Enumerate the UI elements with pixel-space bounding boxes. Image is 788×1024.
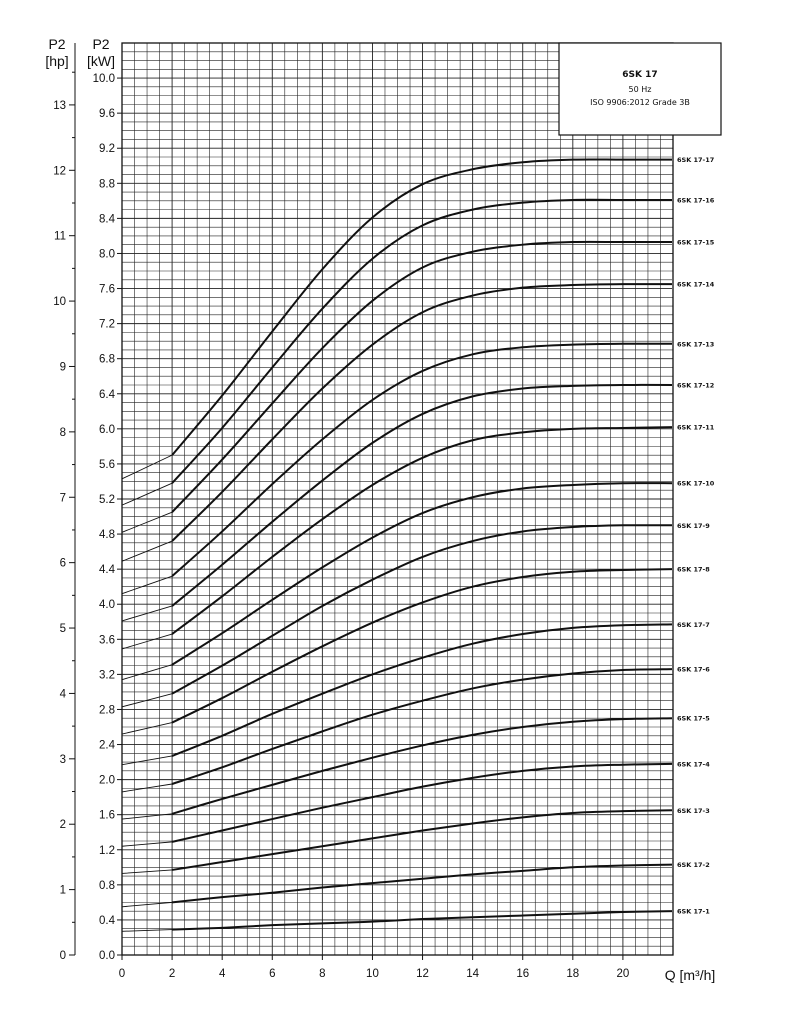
series-label-text: 6SK 17-16 [677, 196, 715, 205]
x-tick-label: 18 [566, 968, 580, 980]
series-label-6sk-17-7 [672, 618, 716, 629]
y-kw-tick-label: 3.6 [99, 634, 115, 647]
y-kw-tick-label: 8.8 [99, 178, 115, 191]
series-label-text: 6SK 17-6 [677, 665, 710, 674]
series-label-text: 6SK 17-3 [677, 806, 710, 815]
y-hp-tick-label: 4 [59, 688, 66, 701]
info-box-frequency: 50 Hz [628, 85, 652, 94]
y-hp-tick-label: 12 [53, 165, 66, 178]
series-label-6sk-17-17 [672, 154, 716, 165]
x-tick-label: 2 [168, 968, 176, 980]
y-kw-tick-label: 1.2 [99, 844, 115, 857]
x-tick-label: 14 [466, 968, 480, 980]
y-kw-tick-label: 8.4 [99, 213, 115, 226]
info-box-standard: ISO 9906:2012 Grade 3B [590, 98, 690, 107]
x-tick-label: 0 [118, 968, 126, 980]
y-left-axis-unit: [hp] [45, 53, 69, 69]
y-hp-tick-label: 0 [59, 950, 66, 962]
y-kw-tick-label: 6.4 [99, 388, 115, 401]
series-label-6sk-17-5 [672, 712, 716, 723]
series-label-6sk-17-1 [672, 905, 716, 916]
y-kw-tick-label: 5.2 [99, 494, 115, 506]
series-label-text: 6SK 17-11 [677, 423, 715, 432]
y-hp-tick-label: 3 [59, 753, 66, 766]
series-label-6sk-17-4 [672, 758, 716, 769]
y-kw-tick-label: 2.0 [99, 774, 115, 787]
y-kw-tick-label: 2.4 [99, 739, 115, 752]
series-label-text: 6SK 17-7 [677, 620, 710, 629]
y-right-axis-title: P2 [92, 36, 110, 52]
y-kw-tick-label: 1.6 [99, 809, 115, 822]
series-label-6sk-17-14 [672, 278, 716, 289]
series-label-6sk-17-15 [672, 236, 716, 247]
y-hp-tick-label: 1 [59, 884, 66, 897]
series-label-6sk-17-11 [672, 421, 716, 432]
series-label-6sk-17-8 [672, 563, 716, 574]
y-kw-tick-label: 9.2 [99, 143, 115, 156]
series-label-text: 6SK 17-9 [677, 521, 710, 530]
y-kw-tick-label: 8.0 [99, 248, 115, 261]
y-kw-tick-label: 4.8 [99, 529, 115, 542]
y-kw-tick-label: 3.2 [99, 669, 115, 682]
y-hp-tick-label: 11 [54, 230, 66, 243]
series-label-6sk-17-6 [672, 663, 716, 674]
y-kw-tick-label: 7.6 [99, 283, 115, 296]
x-tick-label: 12 [416, 968, 429, 980]
y-hp-tick-label: 10 [53, 296, 66, 309]
chart-grid [122, 43, 673, 955]
y-kw-tick-label: 2.8 [99, 704, 115, 717]
y-kw-tick-label: 6.0 [99, 423, 115, 436]
y-hp-tick-label: 6 [59, 557, 66, 570]
y-right-axis-unit: [kW] [87, 53, 115, 69]
y-hp-tick-label: 2 [59, 819, 66, 832]
y-hp-tick-label: 5 [59, 623, 66, 636]
y-hp-tick-label: 8 [59, 426, 66, 439]
x-tick-label: 16 [516, 968, 530, 980]
y-kw-tick-label: 0.4 [99, 914, 115, 927]
y-kw-tick-label: 6.8 [99, 353, 115, 366]
y-hp-tick-label: 7 [59, 492, 66, 505]
info-box-title: 6SK 17 [622, 70, 658, 80]
x-tick-label: 10 [366, 968, 379, 980]
series-label-6sk-17-3 [672, 804, 716, 815]
y-hp-tick-label: 9 [59, 361, 66, 374]
x-tick-label: 4 [218, 968, 226, 980]
y-hp-tick-label: 13 [53, 99, 66, 112]
series-label-6sk-17-12 [672, 379, 716, 390]
y-kw-tick-label: 0.0 [99, 950, 115, 962]
series-label-text: 6SK 17-15 [677, 238, 715, 247]
series-label-text: 6SK 17-8 [677, 565, 710, 574]
y-left-axis-title: P2 [48, 36, 66, 52]
x-tick-label: 8 [319, 968, 326, 980]
y-kw-tick-label: 4.4 [99, 564, 115, 577]
series-label-text: 6SK 17-2 [677, 861, 710, 870]
series-label-text: 6SK 17-17 [677, 156, 715, 165]
series-label-text: 6SK 17-1 [677, 907, 710, 916]
y-kw-tick-label: 0.8 [99, 879, 115, 892]
series-label-text: 6SK 17-13 [677, 340, 715, 349]
series-label-6sk-17-16 [672, 194, 716, 205]
x-axis-title: Q [m³/h] [664, 967, 716, 983]
series-label-text: 6SK 17-5 [677, 714, 710, 723]
x-tick-label: 6 [269, 968, 276, 980]
series-label-text: 6SK 17-10 [677, 479, 715, 488]
series-label-6sk-17-2 [672, 859, 716, 870]
y-kw-tick-label: 7.2 [99, 318, 115, 331]
y-kw-tick-label: 10.0 [92, 73, 115, 86]
y-kw-tick-label: 9.6 [99, 108, 115, 121]
series-label-6sk-17-10 [672, 477, 716, 488]
info-box [559, 43, 721, 135]
series-label-text: 6SK 17-12 [677, 381, 715, 390]
y-kw-tick-label: 4.0 [99, 599, 115, 612]
series-labels [672, 154, 716, 917]
series-label-6sk-17-13 [672, 338, 716, 349]
series-label-6sk-17-9 [672, 519, 716, 530]
series-label-text: 6SK 17-14 [677, 280, 715, 289]
y-kw-tick-label: 5.6 [99, 458, 115, 471]
series-label-text: 6SK 17-4 [677, 760, 710, 769]
x-tick-label: 20 [616, 968, 630, 980]
